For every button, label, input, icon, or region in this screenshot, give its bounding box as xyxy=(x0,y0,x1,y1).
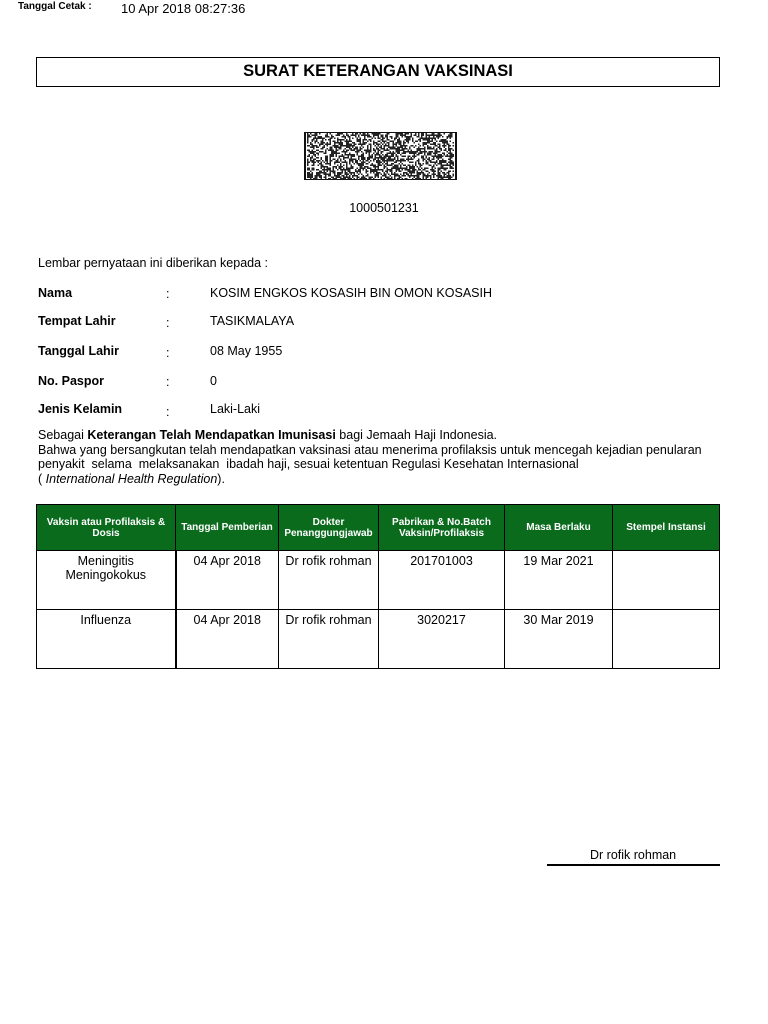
signature-name: Dr rofik rohman xyxy=(590,848,677,862)
statement-bold-text: Keterangan Telah Mendapatkan Imunisasi xyxy=(87,428,336,442)
field-label-nama: Nama xyxy=(38,286,73,300)
cell-tanggal: 04 Apr 2018 xyxy=(176,551,279,610)
field-colon: : xyxy=(166,346,170,360)
statement-line-1 xyxy=(38,428,728,443)
statement-text: ( xyxy=(38,471,46,486)
cell-dokter: Dr rofik rohman xyxy=(279,551,379,610)
cell-dokter: Dr rofik rohman xyxy=(279,610,379,669)
header-dokter: Dokter Penanggungjawab xyxy=(279,505,379,551)
statement-text: ). xyxy=(217,471,225,486)
barcode-number: 1000501231 xyxy=(349,201,419,215)
field-colon: : xyxy=(166,375,170,389)
statement-line-2: Bahwa yang bersangkutan telah mendapatkan vaksinasi atau menerima profilaksis untuk mencegah kejadian penularan xyxy=(38,442,702,457)
field-colon: : xyxy=(166,287,170,301)
document-title: SURAT KETERANGAN VAKSINASI xyxy=(36,57,720,87)
cell-vaksin: Meningitis Meningokokus xyxy=(37,551,176,610)
cell-stempel xyxy=(613,551,720,610)
statement-text: Sebagai xyxy=(38,428,88,442)
statement-line-3: penyakit selama melaksanakan ibadah haji, sesuai ketentuan Regulasi Kesehatan Internasional xyxy=(38,457,579,471)
signature-line xyxy=(547,864,720,866)
field-colon: : xyxy=(166,316,170,330)
field-label-no-paspor: No. Paspor xyxy=(38,374,104,388)
header-tanggal-pemberian: Tanggal Pemberian xyxy=(176,505,279,551)
print-date-value: 10 Apr 2018 08:27:36 xyxy=(121,1,246,16)
cell-batch: 201701003 xyxy=(379,551,505,610)
field-label-tempat-lahir: Tempat Lahir xyxy=(38,314,116,328)
header-masa-berlaku: Masa Berlaku xyxy=(505,505,613,551)
statement-paragraph xyxy=(38,428,728,486)
table-row xyxy=(37,551,720,610)
field-value-tempat-lahir: TASIKMALAYA xyxy=(210,314,295,328)
vaccination-table xyxy=(36,504,720,669)
intro-text: Lembar pernyataan ini diberikan kepada : xyxy=(38,256,269,270)
cell-vaksin: Influenza xyxy=(37,610,176,669)
field-value-tanggal-lahir: 08 May 1955 xyxy=(210,344,283,358)
field-label-jenis-kelamin: Jenis Kelamin xyxy=(38,402,123,416)
statement-text: bagi Jemaah Haji Indonesia. xyxy=(335,428,498,442)
cell-tanggal: 04 Apr 2018 xyxy=(176,610,279,669)
field-label-tanggal-lahir: Tanggal Lahir xyxy=(38,344,120,358)
header-pabrikan: Pabrikan & No.Batch Vaksin/Profilaksis xyxy=(379,505,505,551)
header-vaksin: Vaksin atau Profilaksis & Dosis xyxy=(37,505,176,551)
barcode-image xyxy=(304,132,457,180)
statement-italic-text: International Health Regulation xyxy=(45,471,218,486)
cell-batch: 3020217 xyxy=(379,610,505,669)
field-value-no-paspor: 0 xyxy=(210,374,217,388)
statement-line-4 xyxy=(38,472,728,487)
cell-masa-berlaku: 19 Mar 2021 xyxy=(505,551,613,610)
field-colon: : xyxy=(166,405,170,419)
cell-stempel xyxy=(613,610,720,669)
table-header-row xyxy=(37,505,720,551)
header-stempel: Stempel Instansi xyxy=(613,505,720,551)
cell-masa-berlaku: 30 Mar 2019 xyxy=(505,610,613,669)
table-row xyxy=(37,610,720,669)
print-date-label: Tanggal Cetak : xyxy=(18,1,92,12)
field-value-jenis-kelamin: Laki-Laki xyxy=(210,402,261,416)
field-value-nama: KOSIM ENGKOS KOSASIH BIN OMON KOSASIH xyxy=(210,286,493,300)
